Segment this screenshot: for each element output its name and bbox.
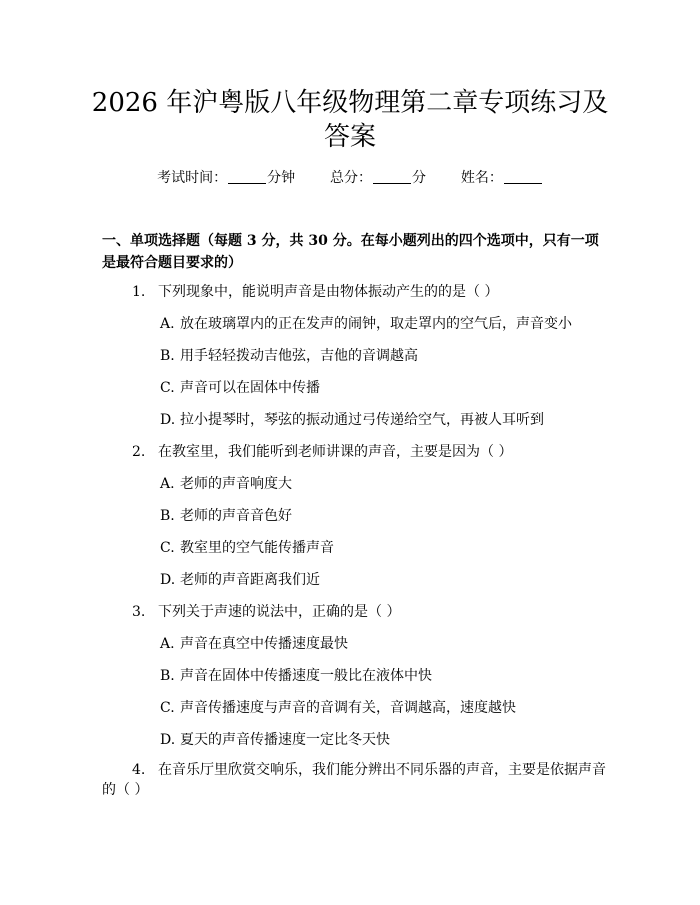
exam-time-label: 考试时间： [157, 170, 228, 186]
document-title-line-2: 答案 [323, 122, 376, 152]
document-title-line-1: 2026 年沪粤版八年级物理第二章专项练习及 [91, 88, 609, 118]
question-4 [132, 760, 606, 780]
option-text: 声音传播速度与声音的音调有关，音调越高，速度越快 [180, 700, 516, 716]
total-score-field [330, 168, 426, 188]
student-name-blank [504, 169, 542, 184]
option-letter: A. [160, 636, 175, 652]
option-letter: D. [160, 412, 176, 428]
option-text: 声音在固体中传播速度一般比在液体中快 [180, 668, 432, 684]
option-text: 声音可以在固体中传播 [180, 380, 320, 396]
total-score-blank [373, 169, 411, 184]
question-3 [132, 602, 400, 622]
section-heading: 一、单项选择题（每题 3 分，共 30 分。在每小题列出的四个选项中，只有一项是最符合题目要求的） [102, 233, 599, 271]
option-text: 声音在真空中传播速度最快 [180, 636, 348, 652]
total-score-unit: 分 [412, 170, 426, 186]
exam-info-row [0, 168, 700, 188]
question-1-option-a [160, 314, 572, 334]
student-name-field [461, 168, 543, 188]
option-text: 夏天的声音传播速度一定比冬天快 [180, 732, 390, 748]
question-4-continuation: 的（ ） [102, 782, 149, 798]
question-number: 4. [132, 762, 146, 778]
option-text: 老师的声音距离我们近 [180, 572, 320, 588]
question-number: 1. [132, 284, 146, 300]
question-2-option-b [160, 506, 292, 526]
question-text: 在音乐厅里欣赏交响乐，我们能分辨出不同乐器的声音，主要是依据声音 [158, 762, 606, 778]
option-letter: C. [160, 540, 175, 556]
question-number: 2. [132, 444, 146, 460]
exam-time-unit: 分钟 [267, 170, 296, 186]
question-number: 3. [132, 604, 146, 620]
question-3-option-b [160, 666, 432, 686]
option-letter: B. [160, 348, 175, 364]
question-3-option-a [160, 634, 348, 654]
exam-time-field [157, 168, 295, 188]
question-text: 下列现象中，能说明声音是由物体振动产生的的是（ ） [158, 284, 499, 300]
question-2 [132, 442, 512, 462]
question-2-option-d [160, 570, 320, 590]
option-text: 放在玻璃罩内的正在发声的闹钟，取走罩内的空气后，声音变小 [180, 316, 572, 332]
question-1-option-d [160, 410, 544, 430]
option-letter: D. [160, 572, 176, 588]
question-1-option-c [160, 378, 320, 398]
question-3-option-d [160, 730, 390, 750]
student-name-label: 姓名： [460, 170, 503, 186]
question-2-option-a [160, 474, 292, 494]
question-3-option-c [160, 698, 516, 718]
option-text: 老师的声音响度大 [180, 476, 292, 492]
option-letter: D. [160, 732, 176, 748]
option-letter: C. [160, 380, 175, 396]
question-1-option-b [160, 346, 418, 366]
option-letter: B. [160, 668, 175, 684]
option-letter: B. [160, 508, 175, 524]
question-text: 在教室里，我们能听到老师讲课的声音，主要是因为（ ） [158, 444, 513, 460]
option-text: 拉小提琴时，琴弦的振动通过弓传递给空气，再被人耳听到 [180, 412, 544, 428]
option-letter: A. [160, 476, 175, 492]
exam-time-blank [228, 169, 266, 184]
question-2-option-c [160, 538, 334, 558]
option-text: 老师的声音音色好 [180, 508, 292, 524]
option-letter: A. [160, 316, 175, 332]
option-text: 用手轻轻拨动吉他弦，吉他的音调越高 [180, 348, 418, 364]
question-text: 下列关于声速的说法中，正确的是（ ） [158, 604, 401, 620]
question-1 [132, 282, 498, 302]
option-text: 教室里的空气能传播声音 [180, 540, 334, 556]
option-letter: C. [160, 700, 175, 716]
total-score-label: 总分： [330, 170, 372, 186]
